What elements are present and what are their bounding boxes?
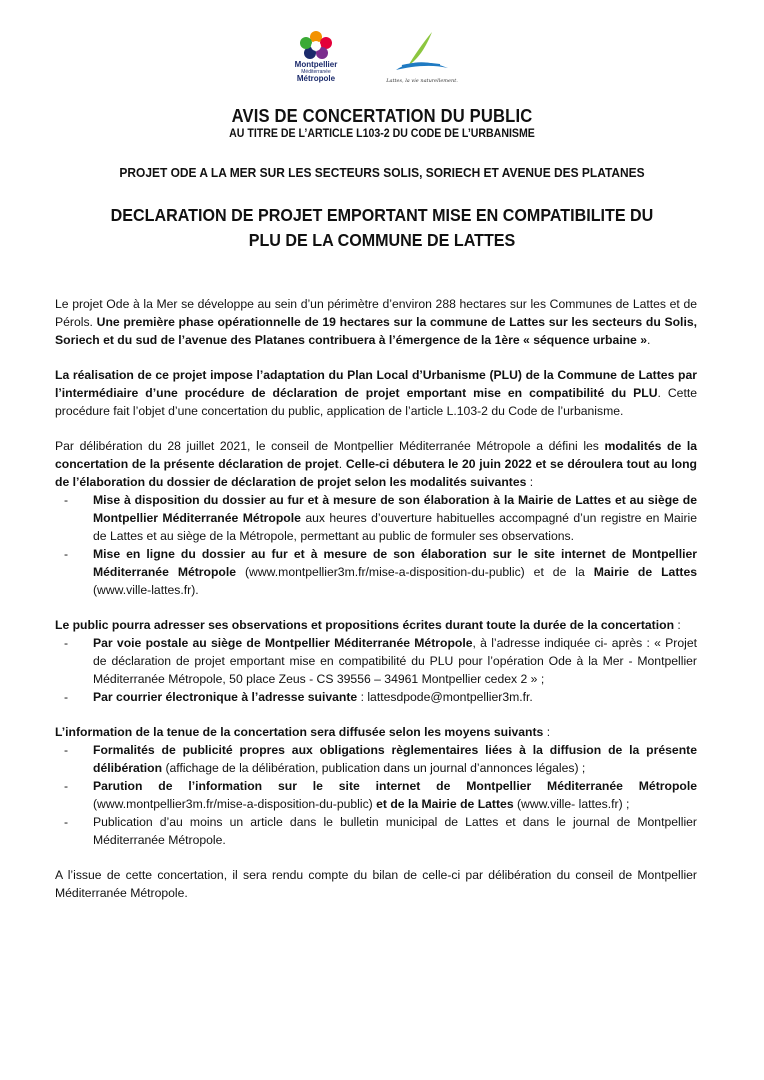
bold-text: Une première phase opérationnelle de 19 hectares sur la commune de Lattes sur les secteurs du Solis, Soriech et du sud de l’avenue des Platanes contribuera à l’émergence de la 1ère « séquence urbaine » [55, 315, 697, 347]
bold-text: modalités de la concertation de la présente déclaration de projet [55, 439, 697, 471]
text: (affichage de la délibération, publication dans un journal d’annonces légales) ; [162, 761, 586, 775]
bold-text: Mise en ligne du dossier au fur et à mesure de son élaboration sur le site internet de Montpellier Méditerranée Métropole [93, 547, 697, 579]
logo-text-line2: Méditerranée [301, 69, 331, 75]
list-item [55, 634, 697, 688]
lattes-tagline: Lattes, la vie naturellement. [386, 78, 458, 84]
text: Publication d’au moins un article dans le bulletin municipal de Lattes et dans le journal de Montpellier Méditerranée Métropole. [93, 815, 697, 847]
dash-bullet: - [64, 815, 69, 829]
text: Le projet Ode à la Mer se développe au sein d’un périmètre d’environ 288 hectares sur les Communes de Lattes et de Pérols. [55, 297, 697, 329]
page-title: AVIS DE CONCERTATION DU PUBLIC [231, 106, 533, 126]
paragraph-information [55, 723, 697, 741]
flower-icon [297, 30, 335, 60]
list-item [55, 777, 697, 813]
montpellier-metropole-logo [284, 30, 348, 83]
bold-text: Parution de l’information sur le site internet de Montpellier Méditerranée Métropole [93, 779, 697, 793]
paragraph-plu [55, 366, 697, 420]
text: . Cette procédure fait l’objet d’une concertation du public, application de l’article L.103-2 du Code de l’urbanisme. [55, 386, 697, 418]
text: (www.ville-lattes.fr). [93, 583, 199, 597]
text: A l’issue de cette concertation, il sera rendu compte du bilan de celle-ci par délibération du conseil de Montpellier Méditerranée Métropole. [55, 868, 697, 900]
list-item [55, 491, 697, 545]
page-subtitle: AU TITRE DE L’ARTICLE L103-2 DU CODE DE L’URBANISME [229, 128, 535, 140]
modalites-list [55, 491, 697, 599]
observations-list [55, 634, 697, 706]
text: : [674, 618, 681, 632]
text: , à l’adresse indiquée ci- après : « Projet de déclaration de projet emportant mise en compatibilité du PLU pour l’opération Ode à la Mer - Montpellier Méditerranée Métropole, 50 place Zeus - CS 39556 – 34961 Montpellier cedex 2 » ; [93, 636, 697, 686]
bold-text: Celle-ci débutera le 20 juin 2022 et se déroulera tout au long de l’élaboration du dossier de déclaration de projet selon les modalités suivantes [55, 457, 697, 489]
text: : [526, 475, 534, 489]
notice-body [55, 295, 697, 919]
list-item [55, 688, 697, 706]
text: : lattesdpode@montpellier3m.fr. [357, 690, 533, 704]
bold-text: Formalités de publicité propres aux obligations règlementaires liées à la diffusion de la présente délibération [93, 743, 697, 775]
bold-text: Par courrier électronique à l’adresse suivante [93, 690, 358, 704]
paragraph-observations [55, 616, 697, 634]
text: Par délibération du 28 juillet 2021, le conseil de Montpellier Méditerranée Métropole a défini les [55, 439, 605, 453]
text: : [543, 725, 551, 739]
text: . [338, 457, 346, 471]
text: (www.montpellier3m.fr/mise-a-disposition-du-public) [93, 797, 377, 811]
declaration-line-1: DECLARATION DE PROJET EMPORTANT MISE EN COMPATIBILITE DU [110, 205, 654, 225]
list-item [55, 741, 697, 777]
lattes-logo [382, 30, 462, 84]
bold-text: Par voie postale au siège de Montpellier Méditerranée Métropole [93, 636, 473, 650]
text: (www.ville- lattes.fr) ; [513, 797, 630, 811]
paragraph-modalites [55, 437, 697, 491]
dash-bullet: - [64, 743, 69, 757]
declaration-heading [67, 203, 696, 253]
dash-bullet: - [64, 636, 69, 650]
text: (www.montpellier3m.fr/mise-a-disposition-du-public) et de la [236, 565, 594, 579]
dash-bullet: - [64, 547, 69, 561]
bold-text: et de la Mairie de Lattes [376, 797, 514, 811]
paragraph-conclusion [55, 866, 697, 902]
lattes-swoosh-icon [392, 30, 452, 76]
bold-text: Mairie de Lattes [593, 565, 697, 579]
dash-bullet: - [64, 779, 69, 793]
bold-text: Le public pourra adresser ses observations et propositions écrites durant toute la durée de la concertation [55, 618, 675, 632]
logo-text-line3: Métropole [296, 74, 336, 83]
information-list [55, 741, 697, 849]
list-item [55, 545, 697, 599]
logo-bar [0, 28, 764, 98]
dash-bullet: - [64, 690, 69, 704]
project-heading: PROJET ODE A LA MER SUR LES SECTEURS SOLIS, SORIECH ET AVENUE DES PLATANES [119, 165, 645, 180]
list-item [55, 813, 697, 849]
bold-text: Mise à disposition du dossier au fur et à mesure de son élaboration à la Mairie de Lattes et au siège de Montpellier Méditerranée Métropole [93, 493, 697, 525]
declaration-line-2: PLU DE LA COMMUNE DE LATTES [248, 230, 516, 250]
text: . [647, 333, 651, 347]
paragraph-intro [55, 295, 697, 349]
dash-bullet: - [64, 493, 69, 507]
bold-text: L’information de la tenue de la concertation sera diffusée selon les moyens suivants [55, 725, 544, 739]
text: aux heures d’ouverture habituelles accompagné d’un registre en Mairie de Lattes et au siège de la Métropole, permettant au public de formuler ses observations. [93, 511, 697, 543]
logo-text-line1: Montpellier [294, 60, 338, 69]
bold-text: La réalisation de ce projet impose l’adaptation du Plan Local d’Urbanisme (PLU) de la Commune de Lattes par l’intermédiaire d’une procédure de déclaration de projet emportant mise en compatibilité du PLU [55, 368, 697, 400]
